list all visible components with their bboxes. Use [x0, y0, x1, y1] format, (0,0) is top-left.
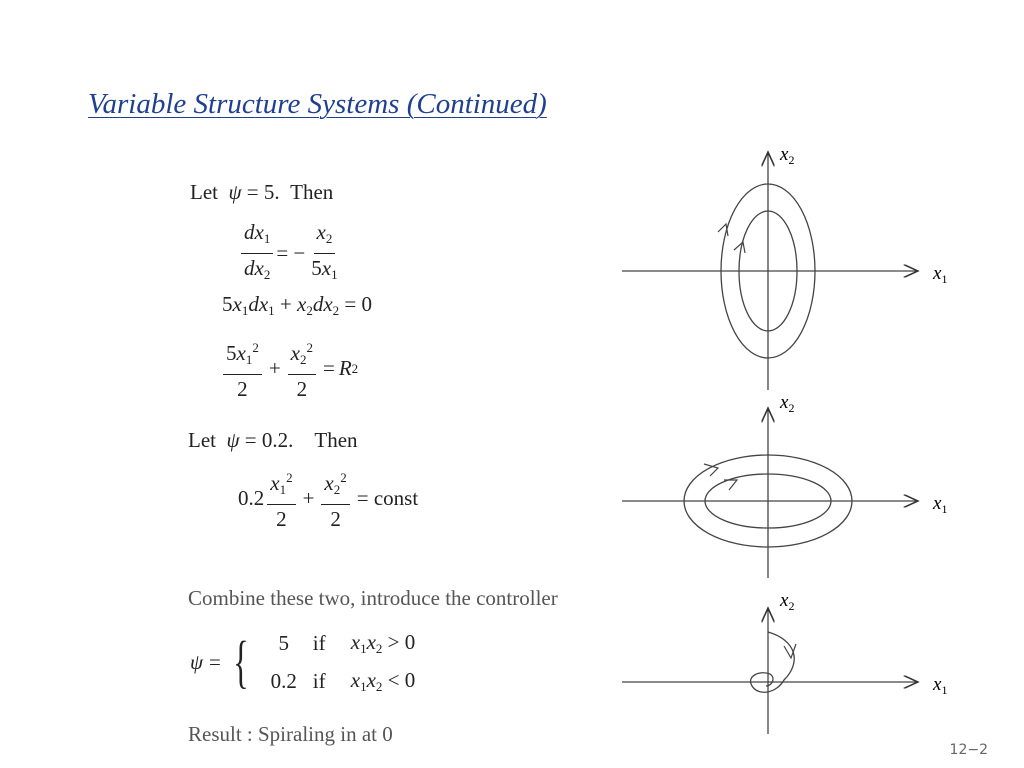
fraction-x1sq: $\frac{x_1^2}{2}$ — [267, 466, 295, 531]
spiral-trajectory — [751, 632, 795, 692]
equation-separated: $5x_1dx_1 + x_2dx_2 = 0$ — [222, 292, 372, 318]
fraction-dx1-dx2: $\frac{dx_1}{dx_2}$ — [241, 220, 273, 287]
phase-plot-1 — [622, 144, 947, 390]
then-label: Then — [314, 428, 358, 452]
combine-text: Combine these two, introduce the controller — [188, 586, 558, 610]
fraction-x2sq: $\frac{x_2^2}{2}$ — [288, 336, 316, 401]
fraction-5x1sq: $\frac{5x_1^2}{2}$ — [223, 336, 262, 401]
x1-axis-label: $x_1$ — [933, 263, 948, 286]
result-text: Result : Spiraling in at 0 — [188, 722, 393, 746]
phase-portraits — [600, 140, 980, 740]
case1-statement — [190, 180, 333, 205]
let-label: Let — [190, 180, 218, 204]
controller-cases — [255, 624, 416, 700]
case2-statement — [188, 428, 358, 453]
equation-ellipse-R: $\frac{5x_1^2}{2}$ + $\frac{x_2^2}{2}$ = R 2 — [220, 336, 358, 401]
phase-plot-2 — [622, 392, 947, 578]
controller-case-row: 5 if $x_1x_2 > 0$ — [278, 629, 416, 656]
psi-symbol: ψ — [226, 428, 240, 452]
controller-case-row: 0.2 if $x_1x_2 < 0$ — [270, 667, 416, 694]
equation-dx1-dx2: $\frac{dx_1}{dx_2}$ = − $\frac{x_2}{5x_1}$ — [238, 220, 344, 287]
page-number: 12−2 — [949, 742, 988, 758]
psi-value: = 0.2. — [244, 428, 294, 452]
phase-plot-3 — [622, 590, 947, 734]
x1-axis-label: $x_1$ — [933, 674, 948, 697]
psi-value: = 5. — [246, 180, 280, 204]
x2-axis-label: $x_2$ — [780, 392, 795, 415]
equation-const: 0.2 $\frac{x_1^2}{2}$ + $\frac{x_2^2}{2}$ = const — [238, 466, 418, 531]
x2-axis-label: $x_2$ — [780, 144, 795, 167]
controller-definition: ψ = { 5 if $x_1x_2 > 0$ 0.2 if $x_1x_2 < 0$ — [190, 624, 415, 700]
direction-arrow — [734, 242, 745, 253]
x2-axis-label: $x_2$ — [780, 590, 795, 613]
slide-title: Variable Structure Systems (Continued) — [88, 88, 547, 120]
fraction-x2-5x1: $\frac{x_2}{5x_1}$ — [311, 220, 338, 282]
let-label: Let — [188, 428, 216, 452]
psi-symbol: ψ — [228, 180, 242, 204]
left-brace: { — [233, 629, 249, 694]
then-label: Then — [290, 180, 334, 204]
x1-axis-label: $x_1$ — [933, 493, 948, 516]
direction-arrow — [718, 224, 728, 236]
fraction-x2sq: $\frac{x_2^2}{2}$ — [321, 466, 349, 531]
